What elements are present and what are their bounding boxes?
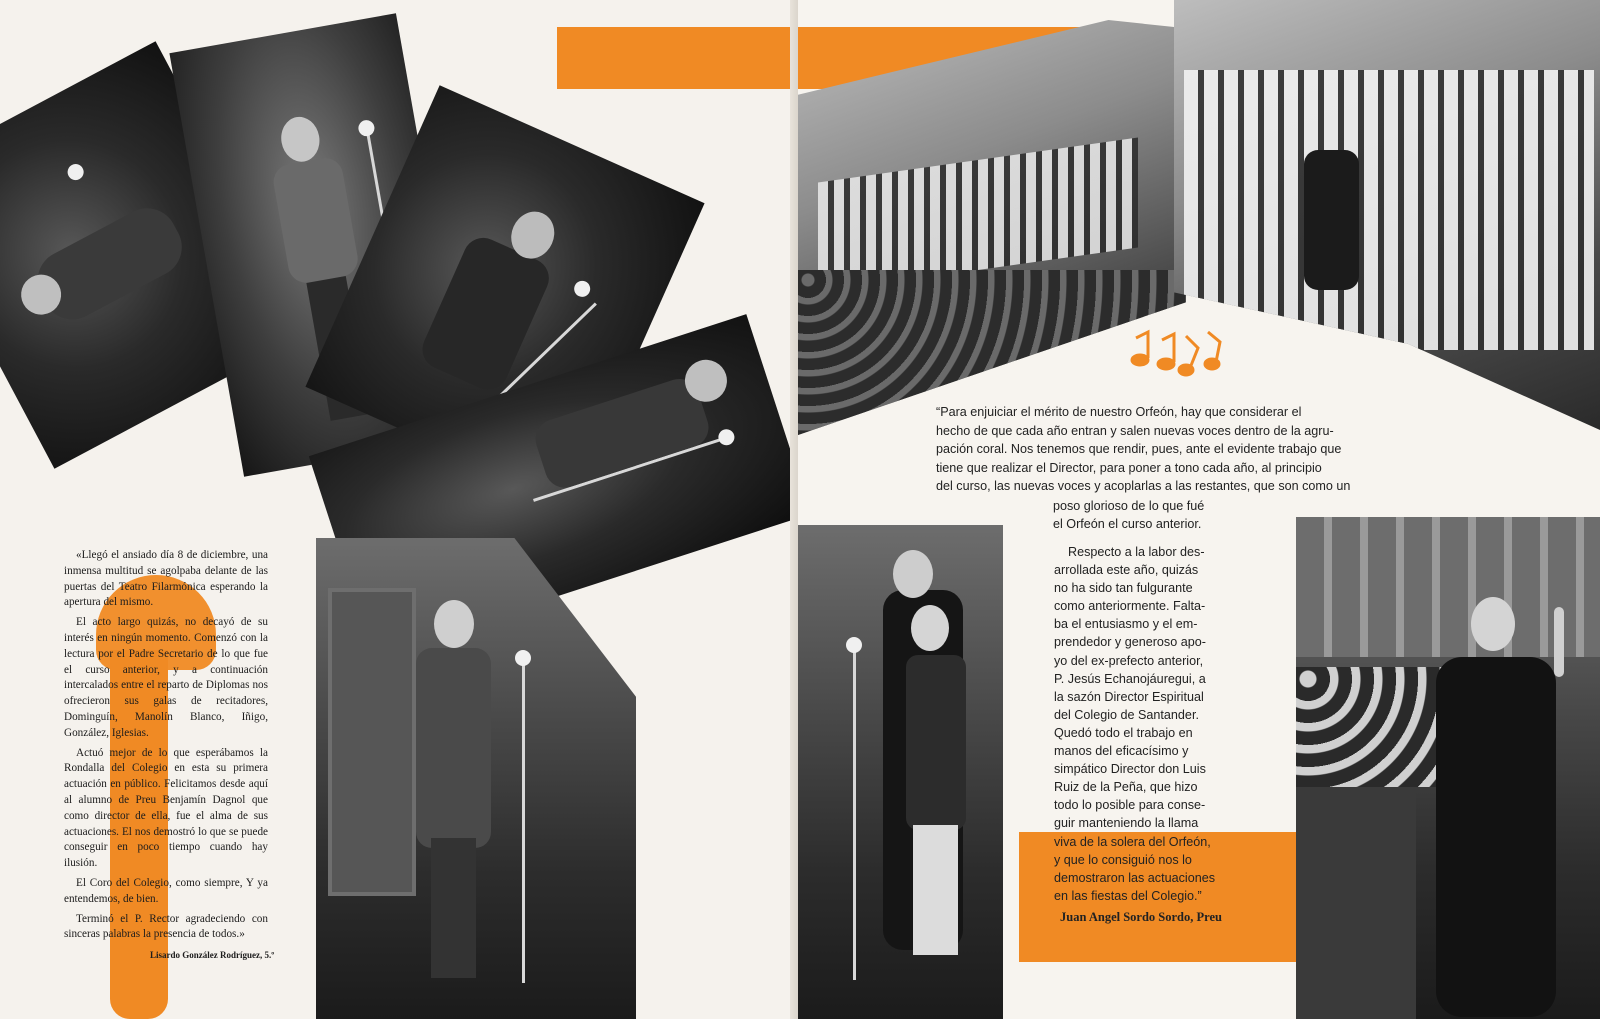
quote-line: hecho de que cada año entran y salen nuevas voces dentro de la agru- (936, 423, 1334, 438)
conductor-figure (1304, 150, 1359, 290)
paragraph-line: Ruiz de la Peña, que hizo (1054, 780, 1198, 795)
man-figure (530, 374, 713, 493)
boy-legs (913, 825, 958, 955)
quote-line: del curso, las nuevas voces y acoplarlas a las restantes, que son como un (936, 479, 1351, 494)
paragraph-line: P. Jesús Echanojáuregui, a (1054, 671, 1206, 686)
second-paragraph (1054, 543, 1239, 905)
paragraph-line: guir manteniendo la llama (1054, 816, 1199, 831)
article-paragraph: Actuó mejor de lo que esperábamos la Rondalla del Colegio en esta su primera actuación en público. Felicitamos desde aquí al alumno de Preu Benjamín Dagnol que como director de ella, fue el alma de sus actuaciones. El nos demostró lo que se puede conseguir en poco tiempo cuando hay ilusión. (64, 746, 268, 870)
priest-figure (1436, 657, 1556, 1017)
microphone-icon (846, 637, 862, 653)
priest-face (893, 550, 933, 598)
quote-line: pación coral. Nos tenemos que rendir, pues, ante el evidente trabajo que (936, 442, 1342, 457)
photo-choir-conductor (1174, 0, 1600, 430)
choir-singers (1184, 70, 1594, 350)
priest-face (1471, 597, 1515, 651)
paragraph-line: Respecto a la labor des- (1068, 545, 1205, 559)
boy-face (434, 600, 474, 648)
microphone-stand (853, 650, 856, 980)
boy-figure (416, 648, 491, 848)
paragraph-line: del Colegio de Santander. (1054, 707, 1199, 722)
paragraph-line: arrollada este año, quizás (1054, 563, 1199, 578)
right-page (798, 0, 1600, 1019)
paragraph-line: viva de la solera del Orfeón, (1054, 834, 1211, 849)
boy-face (911, 605, 949, 651)
music-notes-icon (1128, 328, 1228, 380)
paragraph-line: demostraron las actuaciones (1054, 870, 1216, 885)
boy-figure (271, 155, 361, 285)
paragraph-line: simpático Director don Luis (1054, 762, 1206, 777)
organ-console (1296, 787, 1416, 1019)
photo-priest-and-boy (798, 525, 1003, 1019)
students-group (1296, 667, 1446, 787)
paragraph-line: yo del ex-prefecto anterior, (1054, 653, 1204, 668)
left-page (0, 0, 798, 1019)
paragraph-line: como anteriormente. Falta- (1054, 599, 1206, 614)
quote-line: poso glorioso de lo que fué (1053, 499, 1205, 513)
microphone-icon (572, 278, 593, 299)
quote-line: tiene que realizar el Director, para poner a tono cada año, al principio (936, 460, 1322, 475)
boy-legs (431, 838, 476, 978)
paragraph-line: todo lo posible para conse- (1054, 798, 1206, 813)
boy-figure (906, 655, 966, 830)
priest-raised-hand (1554, 607, 1564, 677)
paragraph-line: no ha sido tan fulgurante (1054, 581, 1193, 596)
microphone-icon (65, 161, 87, 183)
paragraph-line: y que lo consiguió nos lo (1054, 852, 1192, 867)
article-paragraph: «Llegó el ansiado día 8 de diciembre, una inmensa multitud se agolpaba delante de las puertas del Teatro Filarmónica esperando la apertura del mismo. (64, 549, 268, 609)
paragraph-line: prendedor y generoso apo- (1054, 635, 1206, 650)
article-paragraph: El acto largo quizás, no decayó de su interés en ningún momento. Comenzó con la lectura por el Padre Secretario de lo que fue el curso anterior, y a continuación intercalados entre el reparto de Diplomas nos ofrecieron sus galas de recitadores, Dominguín, Manolín Blanco, Iñigo, González, Iglesias. (64, 616, 268, 739)
article-signature: Juan Angel Sordo Sordo, Preu (1060, 910, 1222, 924)
paragraph-line: Quedó todo el trabajo en (1054, 725, 1193, 740)
microphone-icon (515, 650, 531, 666)
article-paragraph: El Coro del Colegio, como siempre, Y ya entendemos, de bien. (64, 876, 268, 905)
orange-bar-top (557, 27, 798, 89)
quote-continuation (1053, 497, 1238, 533)
door-panel (328, 588, 416, 896)
boy-face (278, 114, 323, 165)
quote-line: “Para enjuiciar el mérito de nuestro Orfeón, hay que considerar el (936, 405, 1302, 419)
quote-text (936, 403, 1362, 496)
article-paragraph: Terminó el P. Rector agradeciendo con sinceras palabras la presencia de todos.» (64, 912, 268, 941)
paragraph-line: manos del eficacísimo y (1054, 744, 1189, 759)
article-signature: Lisardo González Rodríguez, 5.º (150, 950, 275, 960)
microphone-icon (716, 427, 736, 447)
article-text (64, 548, 268, 947)
photo-priest-conducting (1296, 517, 1600, 1019)
microphone-icon (357, 119, 376, 138)
paragraph-line: la sazón Director Espiritual (1054, 689, 1204, 704)
photo-boy-at-microphone (316, 538, 636, 1019)
paragraph-line: ba el entusiasmo y el em- (1054, 617, 1198, 632)
paragraph-line: en las fiestas del Colegio.” (1054, 888, 1202, 903)
quote-line: el Orfeón el curso anterior. (1053, 517, 1202, 532)
microphone-stand (522, 663, 525, 983)
